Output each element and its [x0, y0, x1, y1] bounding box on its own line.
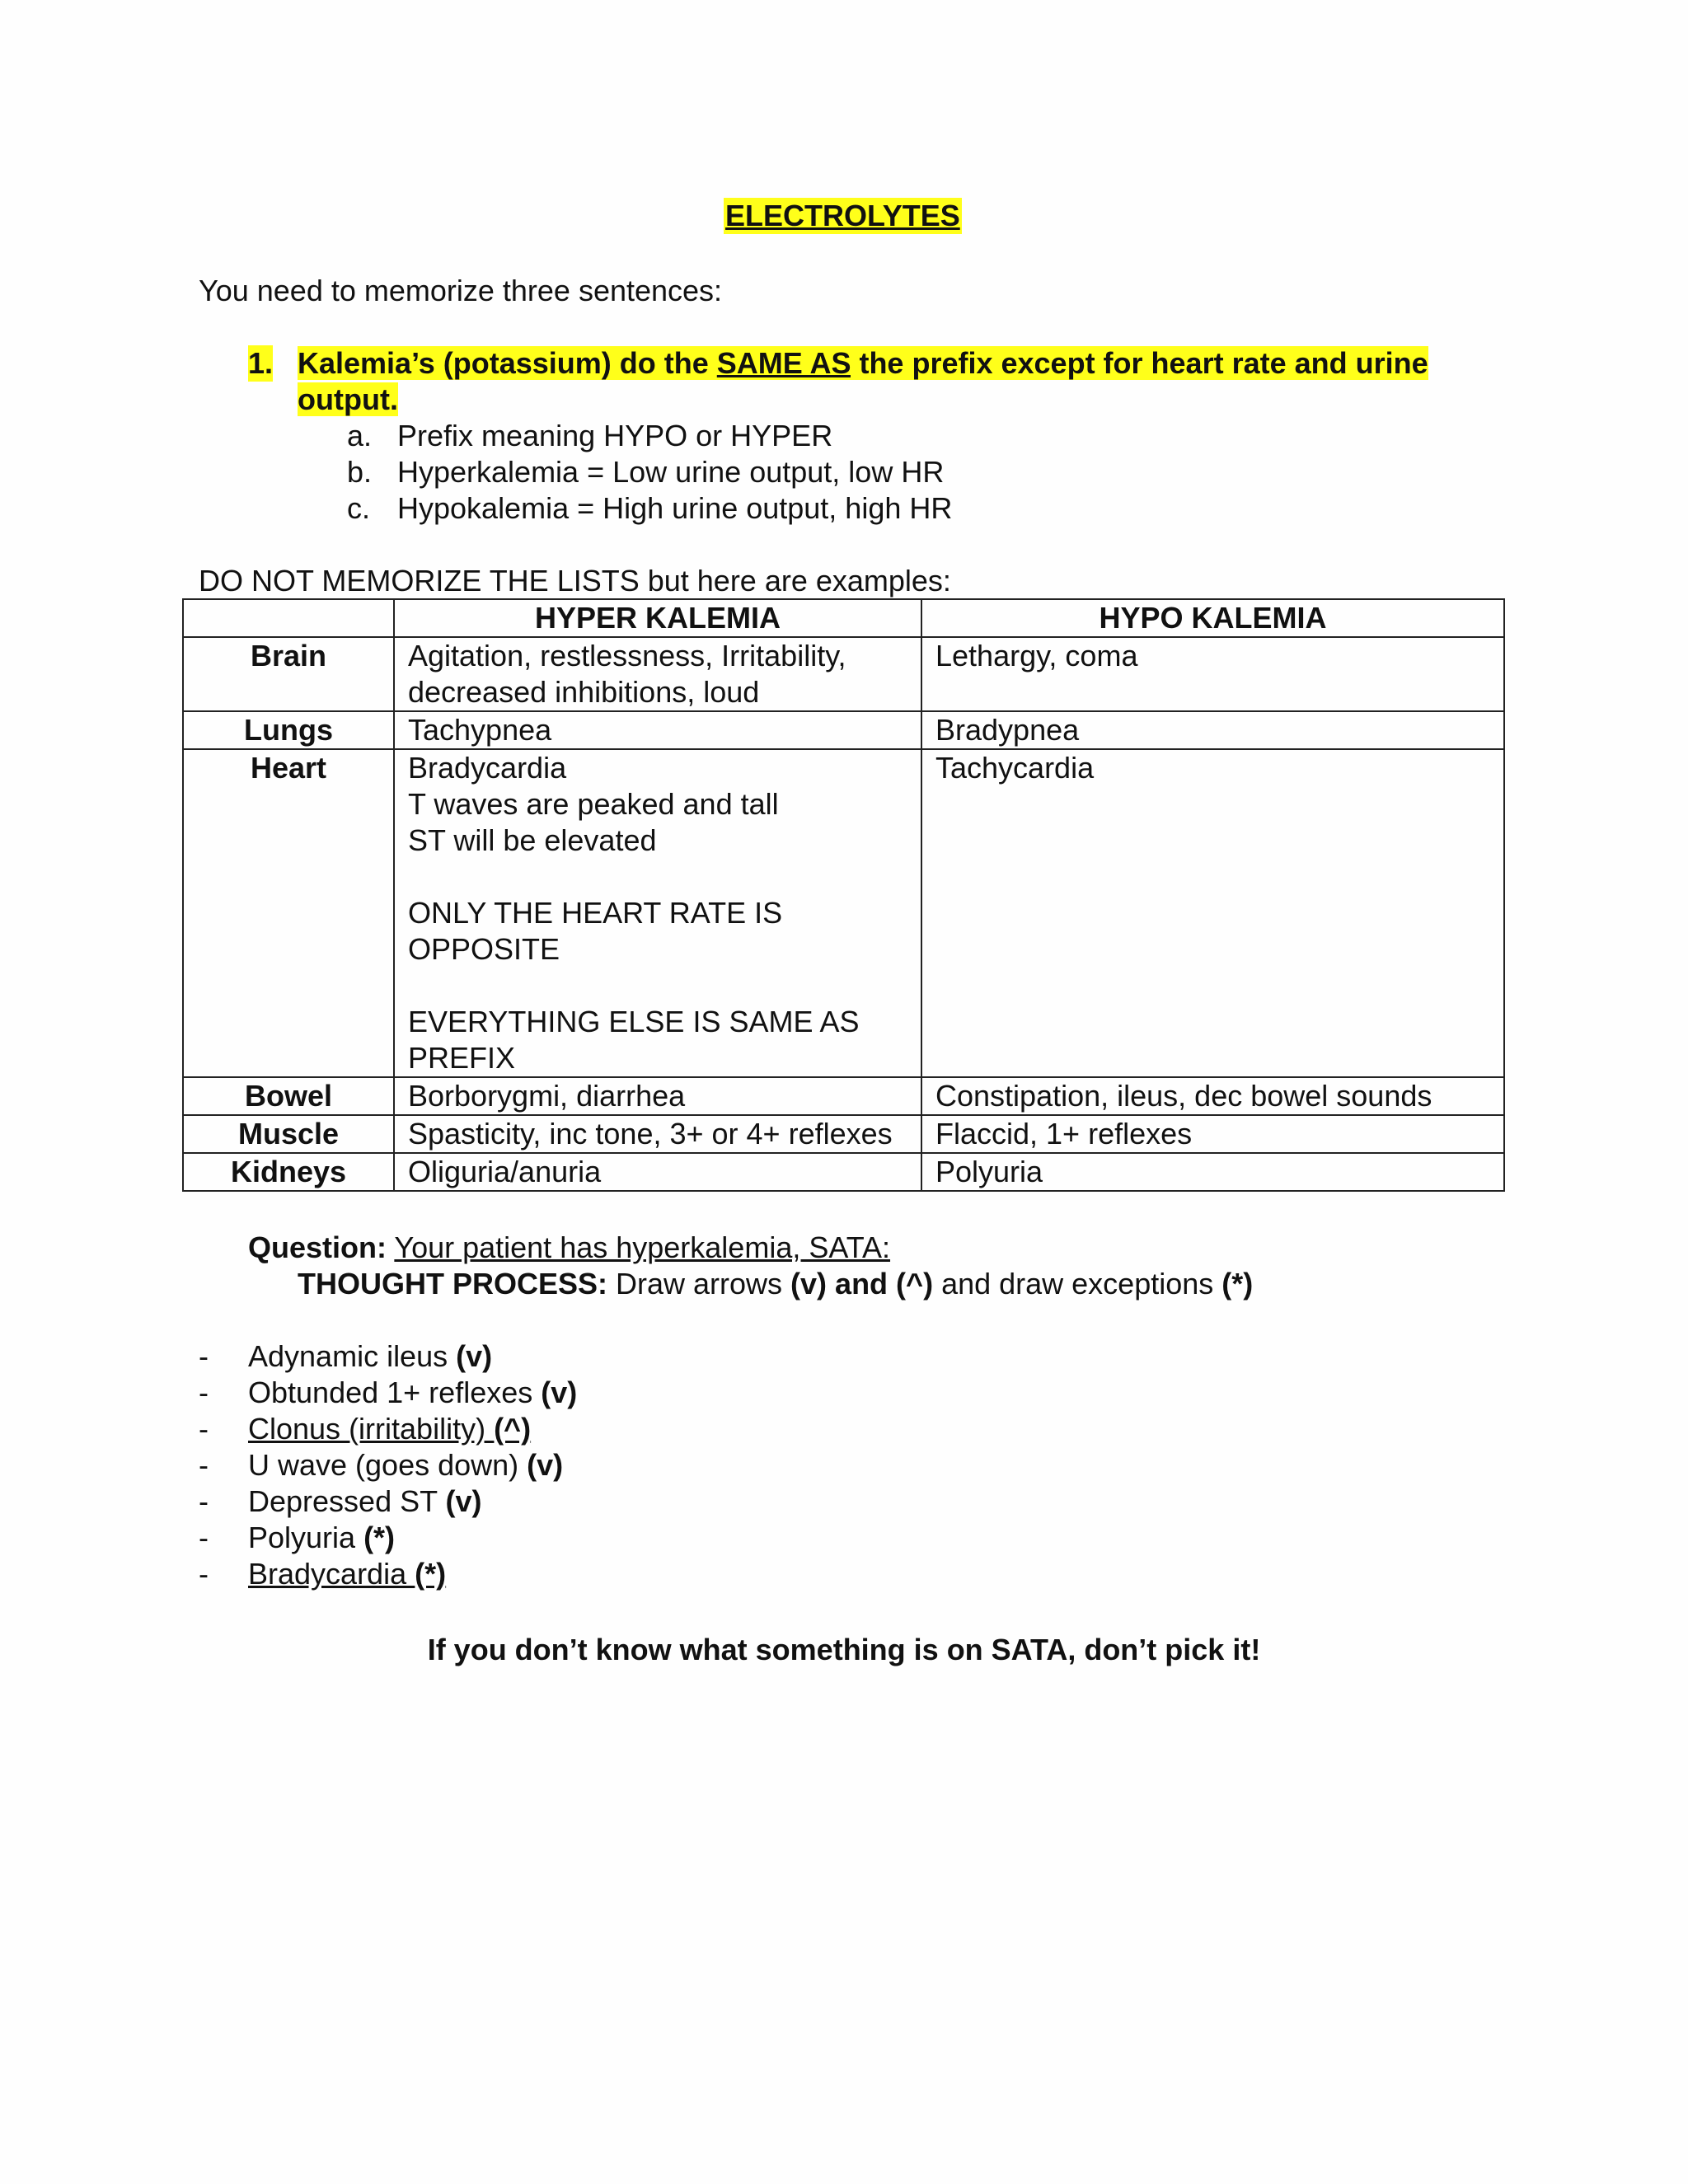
cell-line: Polyuria: [935, 1155, 1043, 1188]
cell-line: Tachypnea: [408, 713, 552, 747]
subitem-a: [347, 418, 832, 454]
bullet-dash: -: [199, 1376, 209, 1409]
cell-line: ONLY THE HEART RATE IS: [408, 896, 783, 930]
item-text-underlined: SAME AS: [716, 346, 851, 380]
thought-text-1: Draw arrows: [607, 1267, 791, 1301]
cell-line: ST will be elevated: [408, 823, 657, 857]
cell-blank-line: [408, 859, 907, 895]
cell-line: T waves are peaked and tall: [408, 787, 779, 821]
bullet-text: Obtunded 1+ reflexes: [248, 1376, 542, 1409]
thought-label: THOUGHT PROCESS:: [298, 1267, 608, 1301]
row-label: Brain: [183, 637, 394, 711]
bullet-text: U wave (goes down): [248, 1448, 528, 1482]
numbered-item-1: [248, 345, 1460, 418]
row-label: Bowel: [183, 1077, 394, 1115]
list-item: [199, 1411, 531, 1447]
row-label: Kidneys: [183, 1153, 394, 1191]
list-item: [199, 1483, 481, 1520]
cell-line: OPPOSITE: [408, 932, 560, 966]
bullet-mark: (*): [363, 1521, 396, 1554]
bullet-mark: (v): [527, 1448, 564, 1482]
subitem-text: Hypokalemia = High urine output, high HR: [397, 491, 953, 525]
hypo-cell: [921, 711, 1504, 749]
subitem-b: [347, 454, 944, 490]
list-item: [199, 1338, 492, 1375]
cell-line: Flaccid, 1+ reflexes: [935, 1117, 1193, 1151]
thought-exceptions: (*): [1221, 1267, 1254, 1301]
subitem-text: Prefix meaning HYPO or HYPER: [397, 419, 833, 452]
bullet-dash: -: [199, 1484, 209, 1518]
bullet-text: Adynamic ileus: [248, 1339, 457, 1373]
bullet-text: Bradycardia: [248, 1557, 415, 1591]
table-header-blank: [183, 599, 394, 637]
hyper-cell: [394, 749, 921, 1077]
thought-process-line: [298, 1266, 1253, 1302]
hypo-cell: [921, 1077, 1504, 1115]
table-header-hypo: HYPO KALEMIA: [921, 599, 1504, 637]
item-text-post: the prefix except for heart rate and urine output.: [298, 346, 1428, 416]
page-title: ELECTROLYTES: [725, 199, 960, 232]
closing-statement: If you don’t know what something is on SATA, don’t pick it!: [427, 1633, 1261, 1666]
cell-line: Borborygmi, diarrhea: [408, 1079, 686, 1113]
hyper-cell: [394, 637, 921, 711]
thought-arrows: (v) and (^): [790, 1267, 934, 1301]
hyper-cell: [394, 1115, 921, 1153]
hyper-cell: [394, 1153, 921, 1191]
subitem-letter: b.: [347, 455, 373, 489]
bullet-text: Clonus (irritability): [248, 1412, 495, 1446]
list-item: [199, 1520, 395, 1556]
item-text-pre: Kalemia’s (potassium) do the: [298, 346, 717, 380]
bullet-mark: (*): [415, 1557, 447, 1591]
subitem-letter: a.: [347, 419, 373, 452]
cell-line: PREFIX: [408, 1041, 516, 1075]
cell-line: Bradypnea: [935, 713, 1080, 747]
bullet-mark: (v): [541, 1376, 578, 1409]
bullet-text: Polyuria: [248, 1521, 364, 1554]
bullet-text-underlined: [248, 1412, 531, 1446]
item-text: [298, 345, 1460, 418]
cell-line: Spasticity, inc tone, 3+ or 4+ reflexes: [408, 1117, 893, 1151]
thought-text-2: and draw exceptions: [933, 1267, 1222, 1301]
question-line: [248, 1230, 890, 1266]
bullet-dash: -: [199, 1557, 209, 1591]
row-label: Muscle: [183, 1115, 394, 1153]
subitem-letter: c.: [347, 491, 371, 525]
subitem-c: [347, 490, 952, 527]
table-row-lungs: [183, 711, 1504, 749]
list-item: [199, 1375, 577, 1411]
cell-line: EVERYTHING ELSE IS SAME AS: [408, 1005, 860, 1038]
bullet-mark: (v): [456, 1339, 493, 1373]
hypo-cell: [921, 1153, 1504, 1191]
table-header-row: [183, 599, 1504, 637]
cell-line: Oliguria/anuria: [408, 1155, 602, 1188]
cell-line: Bradycardia: [408, 751, 567, 785]
table-header-hyper: HYPER KALEMIA: [394, 599, 921, 637]
cell-blank-line: [408, 968, 907, 1004]
bullet-dash: -: [199, 1521, 209, 1554]
bullet-text-underlined: [248, 1557, 446, 1591]
cell-line: Lethargy, coma: [935, 639, 1138, 673]
item-number: 1.: [248, 346, 274, 380]
cell-line: Agitation, restlessness, Irritability,: [408, 639, 846, 673]
table-row-brain: [183, 637, 1504, 711]
bullet-dash: -: [199, 1412, 209, 1446]
hypo-cell: [921, 637, 1504, 711]
question-label: Question:: [248, 1230, 387, 1264]
bullet-text: Depressed ST: [248, 1484, 446, 1518]
table-row-heart: [183, 749, 1504, 1077]
cell-line: Constipation, ileus, dec bowel sounds: [935, 1079, 1432, 1113]
hyper-cell: [394, 1077, 921, 1115]
hypo-cell: [921, 1115, 1504, 1153]
bullet-dash: -: [199, 1339, 209, 1373]
row-label: Heart: [183, 749, 394, 1077]
kalemia-table: [182, 598, 1505, 1192]
hypo-cell: [921, 749, 1504, 1077]
cell-line: Tachycardia: [935, 751, 1095, 785]
table-row-muscle: [183, 1115, 1504, 1153]
row-label: Lungs: [183, 711, 394, 749]
subitem-text: Hyperkalemia = Low urine output, low HR: [397, 455, 945, 489]
examples-intro: DO NOT MEMORIZE THE LISTS but here are examples:: [199, 564, 951, 598]
table-row-kidneys: [183, 1153, 1504, 1191]
table-row-bowel: [183, 1077, 1504, 1115]
bullet-mark: (v): [445, 1484, 482, 1518]
list-item: [199, 1556, 446, 1592]
bullet-mark: (^): [494, 1412, 532, 1446]
question-text: Your patient has hyperkalemia, SATA:: [394, 1230, 891, 1264]
hyper-cell: [394, 711, 921, 749]
bullet-dash: -: [199, 1448, 209, 1482]
list-item: [199, 1447, 563, 1483]
cell-line: decreased inhibitions, loud: [408, 675, 760, 709]
intro-text: You need to memorize three sentences:: [199, 274, 723, 307]
